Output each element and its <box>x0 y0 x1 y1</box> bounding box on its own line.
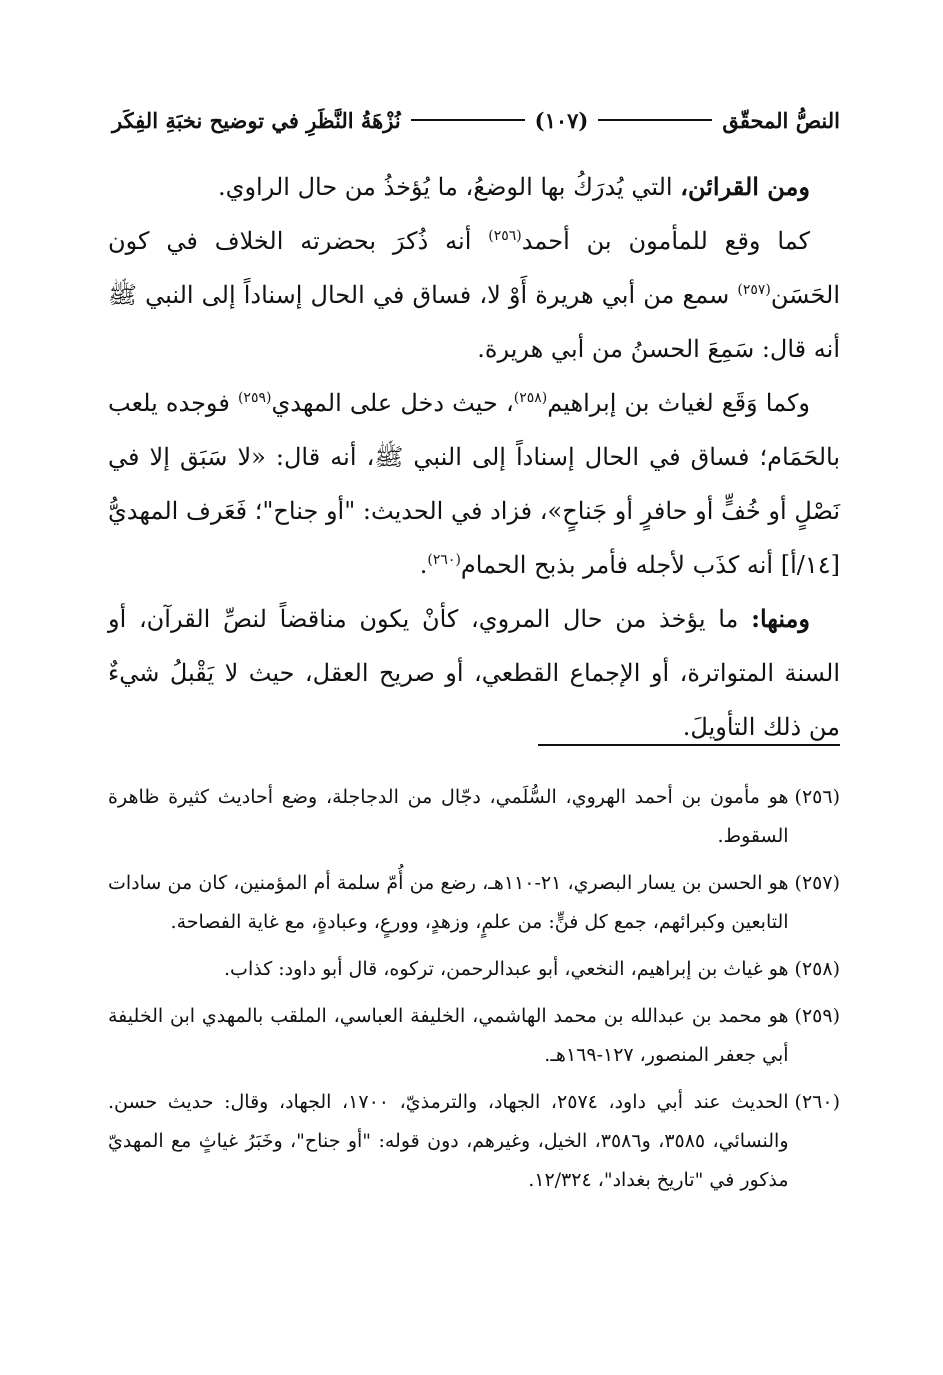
running-header <box>112 100 840 140</box>
paragraph-2 <box>108 214 840 376</box>
footnote-257 <box>108 864 840 942</box>
paragraph-1-lead: ومن القرائن، <box>680 172 810 201</box>
footnote-text: هو مأمون بن أحمد الهروي، السُّلَمي، دجّال من الدجاجلة، وضع أحاديث كثيرة ظاهرة السقوط. <box>108 786 789 847</box>
footnote-ref: (٢٥٦) <box>488 228 522 244</box>
footnote-260 <box>108 1083 840 1200</box>
footnote-divider <box>538 744 840 746</box>
paragraph-3 <box>108 376 840 592</box>
footnote-text: هو محمد بن عبدالله بن محمد الهاشمي، الخليفة العباسي، الملقب بالمهدي ابن الخليفة أبي جعفر المنصور، ١٢٧-١٦٩هـ. <box>108 1005 789 1066</box>
footnote-ref: (٢٥٩) <box>237 390 272 406</box>
footnote-number: (٢٥٨) <box>794 958 840 980</box>
footnote-259 <box>108 997 840 1075</box>
footnotes <box>108 778 840 1208</box>
paragraph-4-lead: ومنها: <box>751 604 810 633</box>
header-section-title: النصُّ المحقّق <box>722 107 840 133</box>
page-number: (١٠٧) <box>534 107 589 133</box>
footnote-ref: (٢٦٠) <box>427 552 461 568</box>
header-rule-right <box>598 119 712 121</box>
paragraph-2-text-c: سمع من أبي هريرة أَوْ لا، فساق في الحال إسناداً إلى النبي ﷺ أنه قال: سَمِعَ الحسنُ من أبي هريرة. <box>108 281 840 363</box>
main-text <box>108 160 840 754</box>
paragraph-3-text-a: وكما وَقَع لغياث بن إبراهيم <box>547 389 810 417</box>
footnote-number: (٢٦٠) <box>794 1091 840 1113</box>
paragraph-4-text: ما يؤخذ من حال المروي، كأنْ يكون مناقضاً لنصِّ القرآن، أو السنة المتواترة، أو الإجماع القطعي، أو صريح العقل، حيث لا يَقْبلُ شيءٌ من ذلك التأويلَ. <box>108 605 840 741</box>
paragraph-3-end: . <box>419 551 428 579</box>
footnote-text: هو غياث بن إبراهيم، النخعي، أبو عبدالرحمن، تركوه، قال أبو داود: كذاب. <box>224 958 789 980</box>
paragraph-2-text-a: كما وقع للمأمون بن أحمد <box>521 227 811 255</box>
footnote-number: (٢٥٦) <box>794 786 840 808</box>
footnote-number: (٢٥٧) <box>794 872 840 894</box>
paragraph-1-text: التي يُدرَكُ بها الوضعُ، ما يُؤخذُ من حال الراوي. <box>218 173 681 201</box>
footnote-258 <box>108 950 840 989</box>
footnote-text: هو الحسن بن يسار البصري، ٢١-١١٠هـ، رضع من أُمّ سلمة أم المؤمنين، كان من سادات التابعين وكبرائهم، جمع كل فنٍّ: من علمٍ، وزهدٍ، وورعٍ، وعبادةٍ، مع غاية الفصاحة. <box>108 872 789 933</box>
header-rule-left <box>411 119 525 121</box>
paragraph-1 <box>108 160 840 214</box>
paragraph-3-text-b: ، حيث دخل على المهدي <box>271 389 514 417</box>
footnote-number: (٢٥٩) <box>794 1005 840 1027</box>
paragraph-4 <box>108 592 840 754</box>
footnote-256 <box>108 778 840 856</box>
header-book-title: نُزْهَةُ النَّظَرِ في توضيح نخبَةِ الفِكَر <box>111 107 401 133</box>
paragraph-3-text-c: فوجده يلعب بالحَمَام؛ فساق في الحال إسناداً إلى النبي ﷺ، أنه قال: «لا سَبَق إلا في نَصْلٍ أو خُفٍّ أو حافرٍ أو جَناحٍ»، فزاد في الحديث: "أو جناح"؛ فَعَرف المهديُّ [١٤/أ] أنه كذَب لأجله فأمر بذبح الحمام <box>108 389 840 579</box>
footnote-text: الحديث عند أبي داود، ٢٥٧٤، الجهاد، والترمذيّ، ١٧٠٠، الجهاد، وقال: حديث حسن. والنسائي، ٣٥٨٥، و٣٥٨٦، الخيل، وغيرهم، دون قوله: "أو جناح"، وخَبَرُ غياثٍ مع المهديّ مذكور في "تاريخ بغداد"، ١٢/٣٢٤. <box>108 1091 789 1191</box>
paragraph-2-text-b: أنه ذُكرَ بحضرته الخلاف في كون الحَسَن <box>108 227 840 309</box>
footnote-ref: (٢٥٧) <box>737 282 771 298</box>
footnote-ref: (٢٥٨) <box>513 390 548 406</box>
